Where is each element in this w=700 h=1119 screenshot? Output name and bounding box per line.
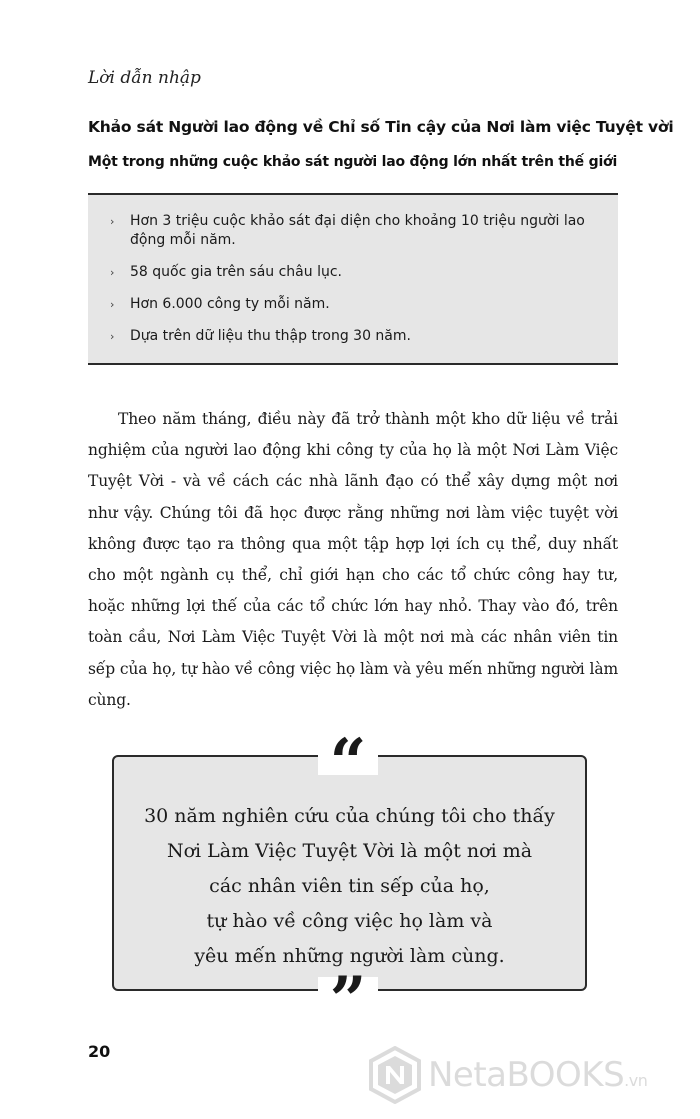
- survey-title: Khảo sát Người lao động về Chỉ số Tin cậy của Nơi làm việc Tuyệt vời: [88, 118, 674, 136]
- chevron-right-icon: ›: [110, 330, 115, 343]
- hexagon-n-logo-icon: [368, 1046, 422, 1104]
- open-quote-icon: “: [318, 735, 378, 775]
- pull-quote-line: tự hào về công việc họ làm và: [206, 910, 493, 932]
- fact-text: Hơn 3 triệu cuộc khảo sát đại diện cho khoảng 10 triệu người lao động mỗi năm.: [130, 213, 585, 248]
- fact-text: Hơn 6.000 công ty mỗi năm.: [130, 296, 330, 312]
- close-quote-icon: ”: [318, 977, 378, 1017]
- survey-facts-box: [88, 193, 618, 365]
- chevron-right-icon: ›: [110, 266, 115, 279]
- facts-list: [110, 212, 592, 346]
- pull-quote-line: Nơi Làm Việc Tuyệt Vời là một nơi mà: [166, 840, 533, 862]
- chevron-right-icon: ›: [110, 298, 115, 311]
- pull-quote-line: yêu mến những người làm cùng.: [194, 945, 505, 967]
- pull-quote-line: 30 năm nghiên cứu của chúng tôi cho thấy: [144, 805, 555, 827]
- body-paragraph: Theo năm tháng, điều này đã trở thành một kho dữ liệu về trải nghiệm của người lao động khi công ty của họ là một Nơi Làm Việc Tuyệt Vời - và về cách các nhà lãnh đạo có thể xây dựng một nơi như vậy. Chúng tôi đã học được rằng những nơi làm việc tuyệt vời không được tạo ra thông qua một tập hợp lợi ích cụ thể, duy nhất cho một ngành cụ thể, chỉ giới hạn cho các tổ chức công hay tư, hoặc những lợi thế của các tổ chức lớn hay nhỏ. Thay vào đó, trên toàn cầu, Nơi Làm Việc Tuyệt Vời là một nơi mà các nhân viên tin sếp của họ, tự hào về công việc họ làm và yêu mến những người làm cùng.: [88, 410, 618, 709]
- pull-quote-line: các nhân viên tin sếp của họ,: [209, 875, 490, 897]
- watermark-text: NetaBOOKS.vn: [428, 1055, 648, 1095]
- fact-item: [110, 295, 592, 314]
- pull-quote-text: [114, 799, 585, 974]
- fact-item: [110, 212, 592, 250]
- fact-text: 58 quốc gia trên sáu châu lục.: [130, 264, 342, 280]
- page-number: 20: [88, 1042, 111, 1061]
- running-head: Lời dẫn nhập: [88, 68, 201, 88]
- fact-item: [110, 263, 592, 282]
- fact-text: Dựa trên dữ liệu thu thập trong 30 năm.: [130, 328, 411, 344]
- fact-item: [110, 327, 592, 346]
- watermark: [368, 1045, 688, 1105]
- survey-subtitle: Một trong những cuộc khảo sát người lao động lớn nhất trên thế giới: [88, 154, 618, 170]
- chevron-right-icon: ›: [110, 215, 115, 228]
